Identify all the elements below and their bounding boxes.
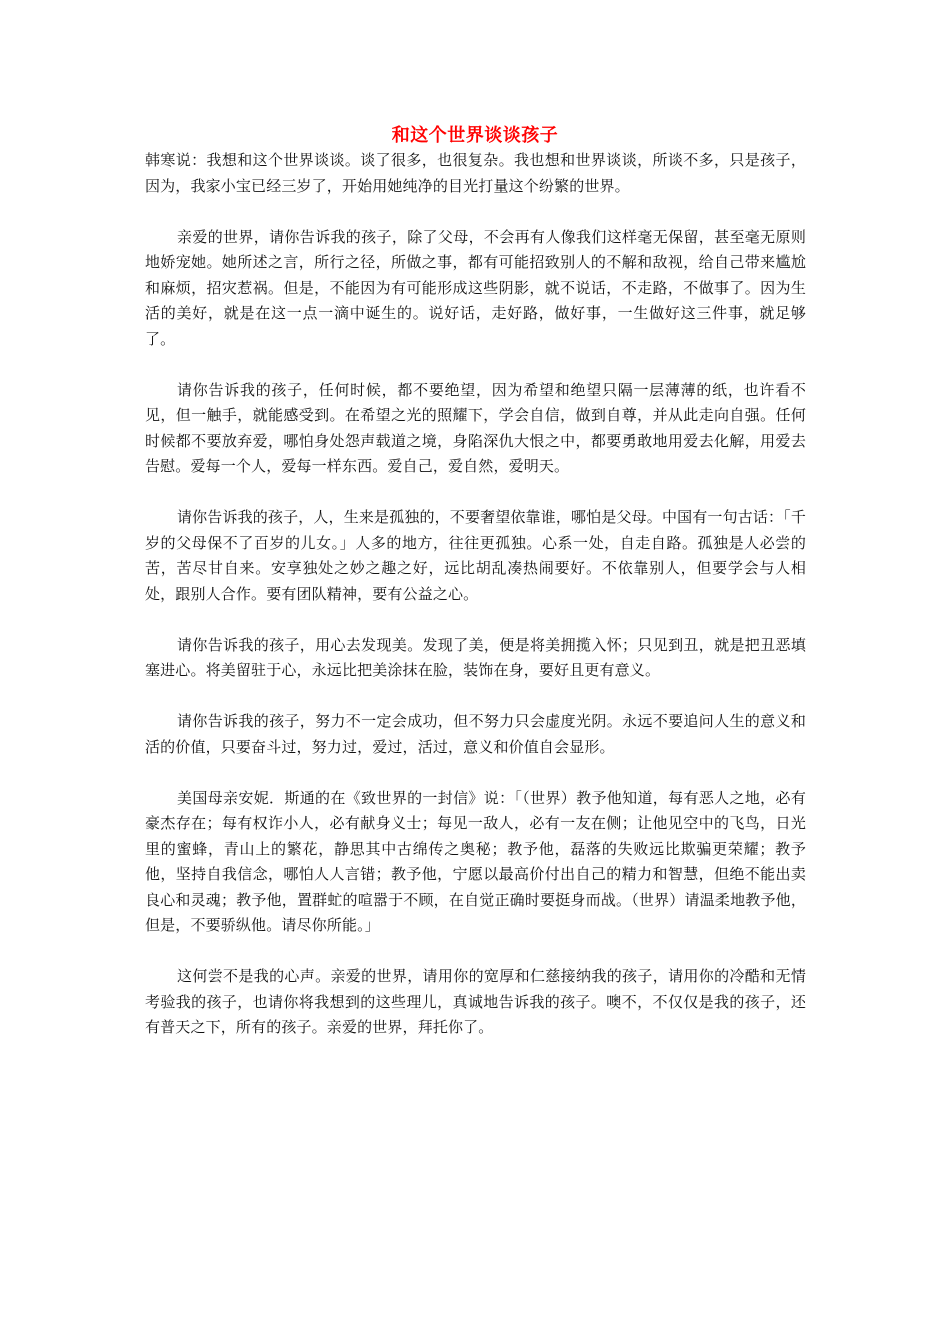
document-body [145,148,806,1066]
paragraph-solitude: 请你告诉我的孩子，人，生来是孤独的，不要奢望依靠谁，哪怕是父母。中国有一句古话：「千岁的父母保不了百岁的儿女。」人多的地方，往往更孤独。心系一处，自走自路。孤独是人必尝的苦，苦尽甘自来。安享独处之妙之趣之好，远比胡乱凑热闹要好。不依靠别人，但要学会与人相处，跟别人合作。要有团队精神，要有公益之心。 [145,508,806,603]
paragraph-effort: 请你告诉我的孩子，努力不一定会成功，但不努力只会虚度光阴。永远不要追问人生的意义和活的价值，只要奋斗过，努力过，爱过，活过，意义和价值自会显形。 [145,712,806,756]
paragraph-closing: 这何尝不是我的心声。亲爱的世界，请用你的宽厚和仁慈接纳我的孩子，请用你的冷酷和无情考验我的孩子，也请你将我想到的这些理儿，真诚地告诉我的孩子。噢不，不仅仅是我的孩子，还有普天之下，所有的孩子。亲爱的世界，拜托你了。 [145,967,806,1036]
paragraph-no-principle-spoiling: 亲爱的世界，请你告诉我的孩子，除了父母，不会再有人像我们这样毫无保留，甚至毫无原则地娇宠她。她所述之言，所行之径，所做之事，都有可能招致别人的不解和敌视，给自己带来尴尬和麻烦，招灾惹祸。但是，不能因为有可能形成这些阴影，就不说话，不走路，不做事了。因为生活的美好，就是在这一点一滴中诞生的。说好话，走好路，做好事，一生做好这三件事，就足够了。 [145,227,806,348]
document-title: 和这个世界谈谈孩子 [391,125,559,146]
paragraph-never-despair: 请你告诉我的孩子，任何时候，都不要绝望，因为希望和绝望只隔一层薄薄的纸，也许看不见，但一触手，就能感受到。在希望之光的照耀下，学会自信，做到自尊，并从此走向自强。任何时候都不要放弃爱，哪怕身处怨声载道之境，身陷深仇大恨之中，都要勇敢地用爱去化解，用爱去告慰。爱每一个人，爱每一样东西。爱自己，爱自然，爱明天。 [145,380,806,475]
paragraph-intro: 韩寒说：我想和这个世界谈谈。谈了很多，也很复杂。我也想和世界谈谈，所谈不多，只是孩子，因为，我家小宝已经三岁了，开始用她纯净的目光打量这个纷繁的世界。 [145,151,806,195]
paragraph-find-beauty: 请你告诉我的孩子，用心去发现美。发现了美，便是将美拥揽入怀；只见到丑，就是把丑恶填塞进心。将美留驻于心，永远比把美涂抹在脸，装饰在身，要好且更有意义。 [145,635,806,679]
paragraph-letter-quote: 美国母亲安妮．斯通的在《致世界的一封信》说：「（世界）教予他知道，每有恶人之地，必有豪杰存在；每有权诈小人，必有献身义士；每见一敌人，必有一友在侧；让他见空中的飞鸟，日光里的蜜蜂，青山上的繁花，静思其中古绵传之奥秘；教予他，磊落的失败远比欺骗更荣耀；教予他，坚持自我信念，哪怕人人言错；教予他，宁愿以最高价付出自己的精力和智慧，但绝不能出卖良心和灵魂；教予他，置群虻的喧嚣于不顾，在自觉正确时要挺身而战。（世界）请温柔地教予他，但是，不要骄纵他。请尽你所能。」 [145,788,806,934]
